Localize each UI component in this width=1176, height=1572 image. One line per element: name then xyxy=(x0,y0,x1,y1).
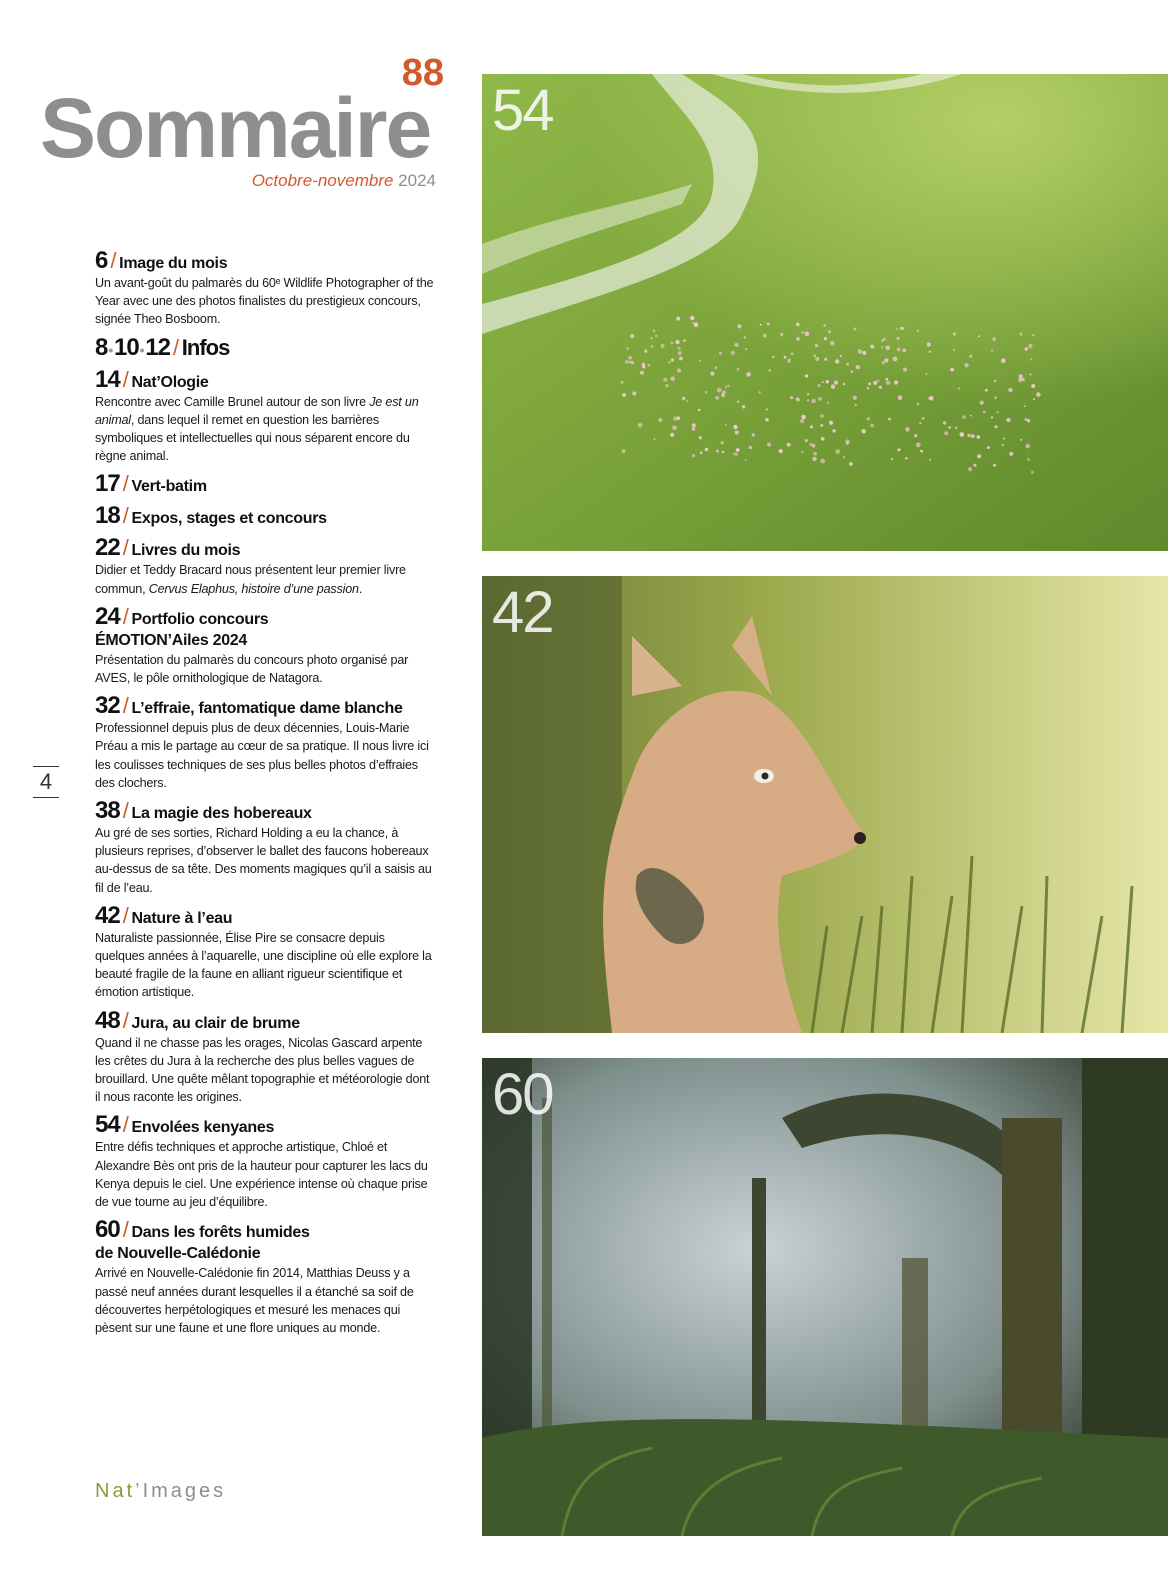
toc-entry[interactable] xyxy=(95,534,437,597)
toc-entry-heading: 24 / Portfolio concours ÉMOTION’Ailes 2024 xyxy=(95,606,437,651)
toc-entry[interactable] xyxy=(95,365,437,466)
toc-entry-description: Quand il ne chasse pas les orages, Nicolas Gascard arpente les crêtes du Jura à la recherche des plus belles vagues de brouillard. Une quête mêlant topographie et météorologie dont il nous raconte les origines. xyxy=(95,1035,430,1105)
toc-entry[interactable] xyxy=(95,1006,437,1107)
toc-entry-title-line2: ÉMOTION’Ailes 2024 xyxy=(95,631,247,649)
toc-entry[interactable] xyxy=(95,1111,437,1211)
desc-text: Rencontre avec Camille Brunel autour de son livre xyxy=(95,394,370,409)
toc-entry-title: L’effraie, fantomatique dame blanche xyxy=(131,700,403,718)
flamingo-aerial-image xyxy=(482,74,1168,551)
toc-entry-heading: 17 / Vert-batim xyxy=(95,470,207,498)
desc-text: Didier et Teddy Bracard nous présentent leur premier livre commun, xyxy=(95,563,406,596)
toc-page-number: 10 xyxy=(113,333,139,361)
book-title: Cervus Elaphus, histoire d’une passion xyxy=(148,581,359,596)
toc-entry-heading: 48 / Jura, au clair de brume xyxy=(95,1006,300,1034)
toc-page-number: 6 xyxy=(95,247,108,274)
toc-entry-title: Envolées kenyanes xyxy=(131,1119,275,1137)
toc-entry-title: Vert-batim xyxy=(131,478,207,496)
photo-page-label: 60 xyxy=(492,1062,553,1127)
toc-entry-heading: 18 / Expos, stages et concours xyxy=(95,502,327,530)
toc-entry-heading: 14 / Nat’Ologie xyxy=(95,365,209,393)
toc-page-number: 17 xyxy=(95,470,120,498)
toc-entry-heading: 42 / Nature à l’eau xyxy=(95,901,233,929)
issue-date xyxy=(200,171,436,191)
toc-entry[interactable] xyxy=(95,247,437,329)
toc-entry-title: Image du mois xyxy=(119,255,228,272)
toc-entry-title: Expos, stages et concours xyxy=(131,510,327,528)
toc-entry-description xyxy=(95,561,437,597)
book-title: Je est un animal xyxy=(95,394,419,427)
toc-page-number: 48 xyxy=(95,1006,120,1034)
toc-entry-title: Portfolio concours xyxy=(131,610,269,628)
toc-entry-description: Entre défis techniques et approche artistique, Chloé et Alexandre Bès ont pris de la hauteur pour capturer les lacs du Kenya depuis le ciel. Une expérience intense où chaque prise de vue tourne au jeu d’équilibre. xyxy=(95,1140,428,1210)
toc-page-number: 18 xyxy=(95,502,120,530)
toc-entry-title: Infos xyxy=(181,334,230,360)
toc-page-number: 8 xyxy=(95,333,108,361)
photo-fox[interactable] xyxy=(482,576,1168,1033)
toc-entry[interactable] xyxy=(95,470,437,498)
toc-page-number: 12 xyxy=(145,333,170,361)
toc-entry-title: Dans les forêts humides xyxy=(131,1224,310,1242)
table-of-contents xyxy=(95,247,437,1345)
toc-entry-heading: 54 / Envolées kenyanes xyxy=(95,1111,275,1139)
toc-entry-heading: 60 / Dans les forêts humides de Nouvelle-Calédonie xyxy=(95,1219,437,1264)
toc-entry-heading: 32 / L’effraie, fantomatique dame blanche xyxy=(95,692,403,720)
toc-entry-description: Arrivé en Nouvelle-Calédonie fin 2014, Matthias Deuss y a passé neuf années durant lesquelles il a étanché sa soif de découvertes herpétologiques et mesuré les menaces qui pèsent sur une faune et une flore uniques au monde. xyxy=(95,1266,414,1335)
toc-entry[interactable] xyxy=(95,901,437,1002)
toc-page-number: 24 xyxy=(95,602,120,630)
toc-page-number: 60 xyxy=(95,1216,120,1244)
toc-entry-description: Naturaliste passionnée, Élise Pire se consacre depuis quelques années à l’aquarelle, une discipline où elle explore la beauté fragile de la faune en alliant rigueur scientifique et émotion artistique. xyxy=(95,930,432,1000)
toc-entry-title: Livres du mois xyxy=(131,542,241,560)
toc-page-number: 54 xyxy=(95,1111,120,1139)
brand-name-part1: Nat xyxy=(95,1480,136,1502)
toc-entry-title-line2: de Nouvelle-Calédonie xyxy=(95,1245,261,1263)
toc-entry-heading: 22 / Livres du mois xyxy=(95,534,241,562)
issue-year: 2024 xyxy=(398,171,436,190)
desc-text: , dans lequel il remet en question les barrières symboliques et intellectuelles qui nous séparent encore du règne animal. xyxy=(95,412,410,464)
toc-entry-description: Un avant-goût du palmarès du 60ᵉ Wildlife Photographer of the Year avec une des photos finalistes du prestigieux concours, signée Theo Bosboom. xyxy=(95,276,434,327)
toc-entry-title: Jura, au clair de brume xyxy=(131,1014,300,1032)
issue-number: 88 xyxy=(401,52,444,94)
photo-page-label: 42 xyxy=(492,580,553,645)
toc-page-number: 14 xyxy=(95,365,120,393)
rainforest-image xyxy=(482,1058,1168,1536)
fox-watercolor-image xyxy=(482,576,1168,1033)
photo-flamingos[interactable] xyxy=(482,74,1168,551)
toc-entry[interactable] xyxy=(95,502,437,530)
page-title: Sommaire xyxy=(40,81,431,175)
toc-entry[interactable] xyxy=(95,1216,437,1337)
toc-page-number: 22 xyxy=(95,534,120,562)
photo-page-label: 54 xyxy=(492,78,553,143)
toc-page-number: 32 xyxy=(95,692,120,720)
toc-entry[interactable] xyxy=(95,797,437,897)
toc-entry-title: La magie des hobereaux xyxy=(131,805,312,823)
toc-entry-heading: 6 / Image du mois xyxy=(95,247,228,274)
toc-page-number: 42 xyxy=(95,901,120,929)
desc-text: . xyxy=(358,581,363,596)
toc-entry-description: Professionnel depuis plus de deux décennies, Louis-Marie Préau a mis le partage au cœur de sa pratique. Il nous livre ici les coulisses techniques de ses plus belles photos d’effraies des clochers. xyxy=(95,721,429,790)
issue-months: Octobre-novembre xyxy=(251,171,394,190)
toc-entry[interactable] xyxy=(95,602,437,687)
photo-forest[interactable] xyxy=(482,1058,1168,1536)
toc-entry[interactable] xyxy=(95,333,437,361)
toc-entry[interactable] xyxy=(95,692,437,792)
page-number: 4 xyxy=(33,766,59,798)
brand-logo xyxy=(95,1480,226,1503)
brand-name-part2: ’Images xyxy=(135,1480,227,1502)
toc-entry-heading: 8•10•12 / Infos xyxy=(95,333,230,361)
toc-entry-description xyxy=(95,393,437,466)
toc-page-number: 38 xyxy=(95,797,120,825)
toc-entry-title: Nature à l’eau xyxy=(131,909,233,927)
toc-entry-heading: 38 / La magie des hobereaux xyxy=(95,797,312,825)
toc-entry-description: Présentation du palmarès du concours photo organisé par AVES, le pôle ornithologique de Natagora. xyxy=(95,652,409,686)
toc-entry-title: Nat’Ologie xyxy=(131,373,209,391)
toc-entry-description: Au gré de ses sorties, Richard Holding a eu la chance, à plusieurs reprises, d’observer le ballet des faucons hobereaux au-dessus de sa tête. Des moments magiques qu’il a saisis au fil de l’eau. xyxy=(95,826,432,895)
